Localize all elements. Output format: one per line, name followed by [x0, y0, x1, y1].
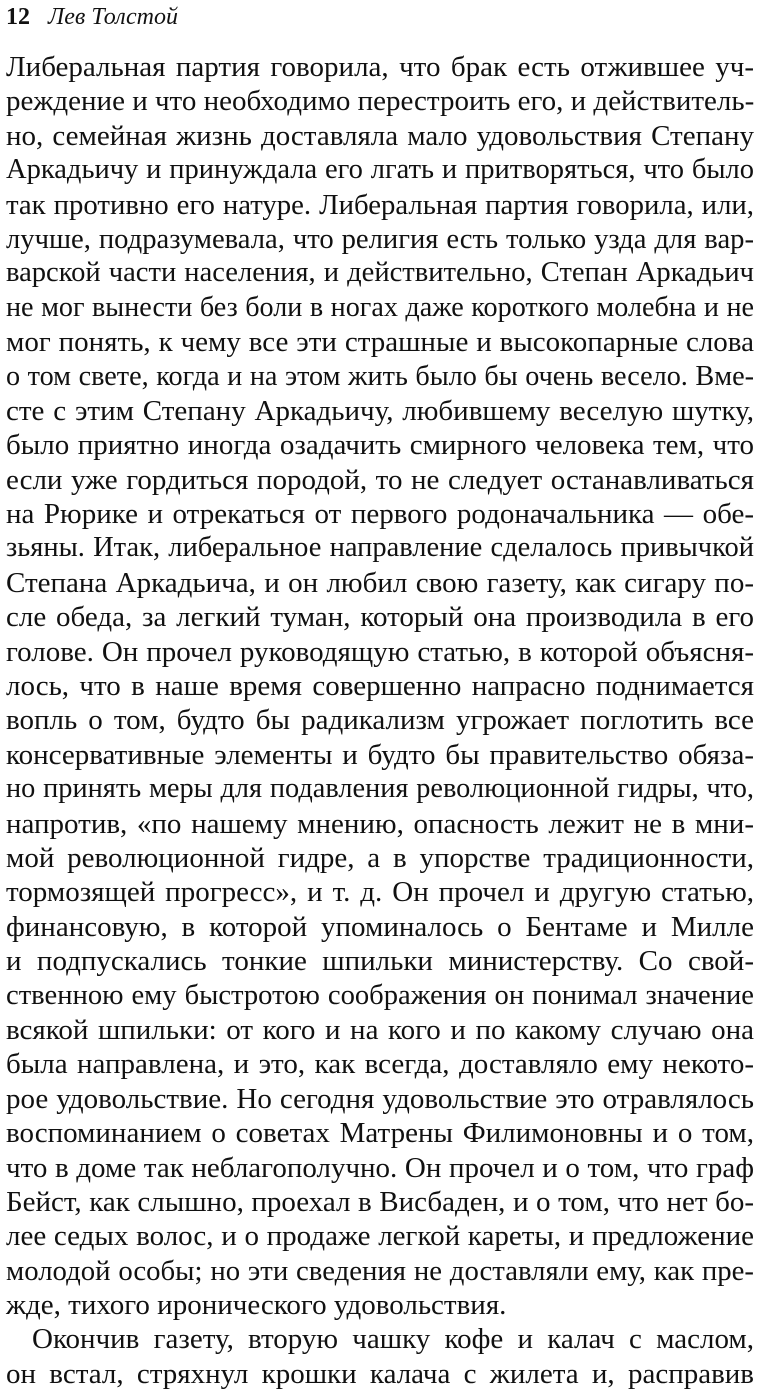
text-line: ственною ему быстротою соображения он понимал значение	[6, 979, 754, 1011]
text-line: о том свете, когда и на этом жить было бы очень весело. Вме-	[6, 360, 754, 392]
paragraph	[6, 50, 754, 1322]
text-line: Степана Аркадьича, и он любил свою газету, как сигару по-	[6, 566, 754, 599]
text-line: напротив, «по нашему мнению, опасность лежит не в мни-	[6, 807, 754, 840]
text-line: Аркадьичу и принуждала его лгать и притворяться, что было	[6, 154, 754, 186]
text-line: не мог вынести без боли в ногах даже короткого молебна и не	[6, 291, 754, 323]
running-head	[6, 0, 178, 34]
body-text	[6, 50, 754, 1391]
text-line: Окончив газету, вторую чашку кофе и калач с маслом,	[32, 1323, 754, 1356]
text-line: тормозящей прогресс», и т. д. Он прочел и другую статью,	[6, 876, 754, 909]
text-line: воспоминанием о советах Матрены Филимоновны и о том,	[6, 1117, 754, 1150]
text-line: мой революционной гидре, а в упорстве традиционности,	[6, 841, 754, 874]
text-line: так противно его натуре. Либеральная партия говорила, или,	[6, 188, 754, 221]
text-line: рое удовольствие. Но сегодня удовольствие это отравлялось	[6, 1082, 754, 1115]
text-line: лее седых волос, и о продаже легкой кареты, и предложение	[6, 1220, 754, 1253]
text-line: молодой особы; но эти сведения не доставляли ему, как пре-	[6, 1254, 754, 1287]
running-title: Лев Толстой	[48, 4, 178, 30]
text-line: была направлена, и это, как всегда, доставляло ему некото-	[6, 1048, 754, 1081]
text-line: консервативные элементы и будто бы правительство обяза-	[6, 738, 754, 771]
text-line: всякой шпильки: от кого и на кого и по какому случаю она	[6, 1013, 754, 1046]
paragraph	[6, 1322, 754, 1391]
text-line: сте с этим Степану Аркадьичу, любившему веселую шутку,	[6, 394, 754, 427]
text-line: лучше, подразумевала, что религия есть только узда для вар-	[6, 222, 754, 255]
text-line: сле обеда, за легкий туман, который она производила в его	[6, 601, 754, 634]
text-line: голове. Он прочел руководящую статью, в которой объясня-	[6, 635, 754, 668]
text-line: он встал, стряхнул крошки калача с жилета и, расправив	[6, 1357, 754, 1390]
text-line: вопль о том, будто бы радикализм угрожает поглотить все	[6, 704, 754, 737]
text-line: но, семейная жизнь доставляла мало удовольствия Степану	[6, 119, 754, 152]
text-line: и подпускались тонкие шпильки министерству. Со свой-	[6, 945, 754, 978]
text-line: варской части населения, и действительно, Степан Аркадьич	[6, 257, 754, 289]
text-line: если уже гордиться породой, то не следует останавливаться	[6, 463, 754, 496]
text-line: было приятно иногда озадачить смирного человека тем, что	[6, 429, 754, 462]
text-line: на Рюрике и отрекаться от первого родоначальника — обе-	[6, 498, 754, 531]
text-line: реждение и что необходимо перестроить его, и действитель-	[6, 85, 755, 118]
text-line: финансовую, в которой упоминалось о Бентаме и Милле	[6, 910, 754, 943]
text-line: жде, тихого иронического удовольствия.	[6, 1289, 507, 1322]
text-line: зьяны. Итак, либеральное направление сделалось привычкой	[6, 532, 754, 564]
page-number: 12	[6, 4, 30, 30]
text-line: что в доме так неблагополучно. Он прочел и о том, что граф	[6, 1151, 754, 1184]
text-line: мог понять, к чему все эти страшные и высокопарные слова	[6, 326, 754, 359]
text-line: лось, что в наше время совершенно напрасно поднимается	[6, 670, 754, 703]
text-line: но принять меры для подавления революционной гидры, что,	[6, 773, 754, 805]
text-line: Либеральная партия говорила, что брак есть отжившее уч-	[6, 51, 754, 83]
text-line: Бейст, как слышно, проехал в Висбаден, и о том, что нет бо-	[6, 1185, 754, 1218]
